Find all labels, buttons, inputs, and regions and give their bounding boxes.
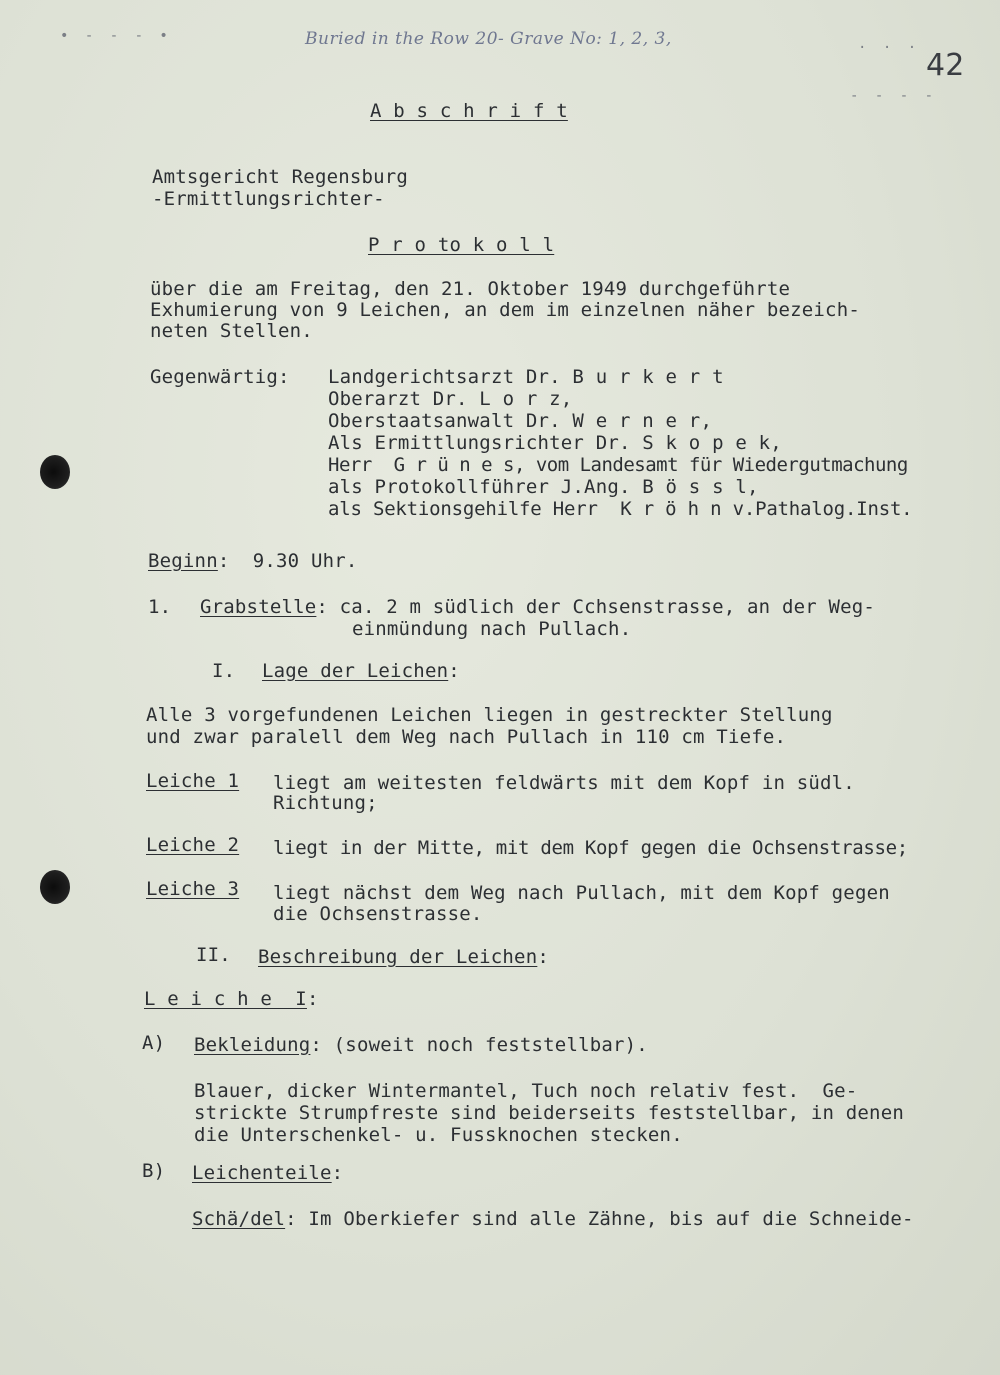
handwritten-note: Buried in the Row 20- Grave No: 1, 2, 3, bbox=[305, 29, 672, 49]
section-heading bbox=[258, 946, 549, 968]
site-line bbox=[200, 596, 875, 618]
section-heading-label: Beschreibung der Leichen bbox=[258, 946, 538, 968]
site-number: 1. bbox=[148, 596, 172, 618]
site-label: Grabstelle bbox=[200, 596, 317, 618]
corpse-text: Richtung; bbox=[273, 792, 378, 814]
corpse-label: Leiche 2 bbox=[146, 834, 240, 856]
parts-heading bbox=[192, 1162, 343, 1184]
clothing-text-line: Blauer, dicker Wintermantel, Tuch noch relativ fest. Ge- bbox=[194, 1080, 858, 1102]
present-person: Als Ermittlungsrichter Dr. S k o p e k, bbox=[328, 432, 782, 454]
clothing-label: Bekleidung bbox=[194, 1034, 311, 1056]
corpse-text: liegt am weitesten feldwärts mit dem Kopf in südl. bbox=[273, 772, 855, 794]
court-name: Amtsgericht Regensburg bbox=[152, 166, 409, 188]
clothing-note: : (soweit noch feststellbar). bbox=[310, 1034, 648, 1056]
clothing-text-line: die Unterschenkel- u. Fussknochen stecken. bbox=[194, 1124, 683, 1146]
corpse-label: Leiche 3 bbox=[146, 878, 240, 900]
clothing-text-line: strickte Strumpfreste sind beiderseits feststellbar, in denen bbox=[194, 1102, 904, 1124]
top-right-dots: . . . bbox=[858, 36, 921, 52]
site-text: : ca. 2 m südlich der Cchsenstrasse, an der Weg- bbox=[316, 596, 876, 618]
colon: : bbox=[537, 946, 549, 968]
present-person: als Protokollführer J.Ang. B ö s s l, bbox=[328, 476, 759, 498]
section-number: I. bbox=[212, 660, 236, 682]
corpse-label: Leiche 1 bbox=[146, 770, 240, 792]
section-number: II. bbox=[196, 944, 231, 966]
clothing-line bbox=[194, 1034, 648, 1056]
subsection-letter: A) bbox=[142, 1032, 166, 1054]
punch-hole bbox=[40, 455, 70, 489]
site-text-continued: einmündung nach Pullach. bbox=[352, 618, 632, 640]
section-heading bbox=[262, 660, 460, 682]
begin-time: : 9.30 Uhr. bbox=[217, 550, 358, 572]
intro-line: Exhumierung von 9 Leichen, an dem im einzelnen näher bezeich- bbox=[150, 299, 860, 321]
corner-dash-mark: • - - - • bbox=[60, 28, 172, 44]
present-person: Herr G r ü n e s, vom Landesamt für Wiedergutmachung bbox=[328, 454, 908, 476]
intro-line: über die am Freitag, den 21. Oktober 1949 durchgeführte bbox=[150, 278, 791, 300]
subsection-letter: B) bbox=[142, 1160, 166, 1182]
document-title: A b s c h r i f t bbox=[370, 100, 568, 122]
punch-hole bbox=[40, 870, 70, 904]
skull-text: : Im Oberkiefer sind alle Zähne, bis auf die Schneide- bbox=[285, 1208, 914, 1230]
present-person: Landgerichtsarzt Dr. B u r k e r t bbox=[328, 366, 724, 388]
page-number: 42 bbox=[926, 48, 965, 83]
parts-label: Leichenteile bbox=[192, 1162, 332, 1184]
skull-label: Schä/del bbox=[192, 1208, 286, 1230]
lage-text-line: und zwar paralell dem Weg nach Pullach in 110 cm Tiefe. bbox=[146, 726, 787, 748]
colon: : bbox=[306, 988, 319, 1010]
begin-line bbox=[148, 550, 358, 572]
colon: : bbox=[331, 1162, 344, 1184]
present-person: Oberstaatsanwalt Dr. W e r n e r, bbox=[328, 410, 713, 432]
corpse-heading bbox=[144, 988, 319, 1010]
intro-line: neten Stellen. bbox=[150, 320, 313, 342]
corpse-heading-label: L e i c h e I bbox=[144, 988, 307, 1010]
corpse-text: die Ochsenstrasse. bbox=[273, 903, 483, 925]
court-department: -Ermittlungsrichter- bbox=[152, 188, 385, 210]
right-dash-mark: - - - - bbox=[850, 88, 938, 104]
lage-text-line: Alle 3 vorgefundenen Leichen liegen in gestreckter Stellung bbox=[146, 704, 833, 726]
present-person: als Sektionsgehilfe Herr K r ö h n v.Pathalog.Inst. bbox=[328, 498, 913, 520]
protocol-title: P r o to k o l l bbox=[368, 234, 555, 256]
present-label: Gegenwärtig: bbox=[150, 366, 290, 388]
begin-label: Beginn bbox=[148, 550, 218, 572]
present-person: Oberarzt Dr. L o r z, bbox=[328, 388, 573, 410]
section-heading-label: Lage der Leichen bbox=[262, 660, 449, 682]
corpse-text: liegt in der Mitte, mit dem Kopf gegen die Ochsenstrasse; bbox=[273, 837, 908, 859]
skull-line bbox=[192, 1208, 914, 1230]
corpse-text: liegt nächst dem Weg nach Pullach, mit dem Kopf gegen bbox=[273, 882, 890, 904]
colon: : bbox=[448, 660, 460, 682]
